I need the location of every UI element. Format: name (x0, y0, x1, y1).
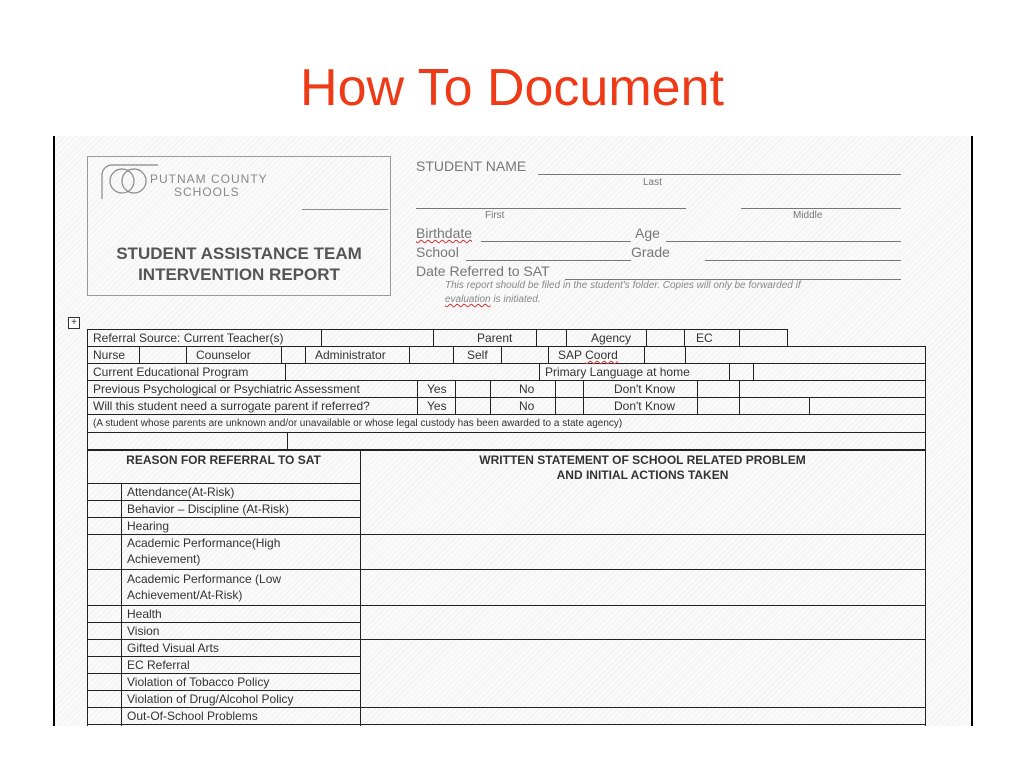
grid-line (186, 346, 187, 363)
date-referred-label: Date Referred to SAT (416, 263, 550, 279)
surrogate-question-label: Will this student need a surrogate parent if referred? (93, 399, 370, 413)
grid-line (87, 380, 925, 381)
sap-coord-label (558, 348, 618, 362)
grid-line (87, 639, 925, 640)
grid-line (87, 622, 360, 623)
grid-line (87, 569, 925, 570)
reason-behavior-discipline: Behavior – Discipline (At-Risk) (127, 502, 290, 516)
grid-line (501, 346, 502, 363)
agency-label: Agency (591, 331, 632, 345)
slide-title: How To Document (300, 59, 724, 117)
document-right-edge (971, 136, 973, 726)
grade-line (705, 260, 901, 261)
birthdate-line (481, 241, 631, 242)
birthdate-label: Birthdate (416, 225, 473, 241)
grid-line (87, 707, 925, 708)
grid-line (739, 329, 740, 346)
grid-line (536, 329, 537, 346)
grid-line (684, 329, 685, 346)
grid-line (287, 432, 288, 449)
school-label: School (416, 244, 459, 260)
first-label: First (485, 210, 505, 221)
middle-label: Middle (793, 210, 823, 221)
counselor-label: Counselor (196, 348, 251, 362)
grid-line (87, 346, 925, 347)
grid-line (305, 346, 306, 363)
reason-out-of-school: Out-Of-School Problems (127, 709, 258, 723)
grade-label: Grade (631, 244, 670, 260)
reason-academic-high-line1: Academic Performance(High (127, 536, 281, 550)
document-image (53, 136, 973, 726)
middle-name-line (741, 208, 901, 209)
grid-line (87, 329, 88, 449)
grid-line (555, 380, 556, 414)
assessment-no-label: No (519, 382, 535, 396)
grid-line (87, 397, 925, 398)
grid-line (417, 380, 418, 414)
grid-line (548, 346, 549, 363)
grid-line-thick (87, 449, 925, 451)
grid-line (729, 363, 730, 380)
first-name-line (416, 208, 686, 209)
reason-health: Health (127, 607, 162, 621)
student-name-line (538, 174, 901, 175)
grid-line (925, 346, 926, 450)
grid-line (490, 380, 491, 414)
document-left-edge (53, 136, 55, 726)
reason-gifted-visual-arts: Gifted Visual Arts (127, 641, 219, 655)
grid-line (539, 363, 540, 380)
surrogate-no-label: No (519, 399, 535, 413)
grid-line (646, 329, 647, 346)
logo-text-line1: PUTNAM COUNTY (150, 172, 268, 186)
parent-label: Parent (477, 331, 513, 345)
sap-word: SAP (558, 348, 582, 362)
surrogate-dont-know-label: Don't Know (614, 399, 675, 413)
reason-header: REASON FOR REFERRAL TO SAT (126, 453, 321, 467)
current-program-label: Current Educational Program (93, 365, 249, 379)
report-title-line1: STUDENT ASSISTANCE TEAM (116, 244, 362, 263)
previous-assessment-label: Previous Psychological or Psychiatric Assessment (93, 382, 360, 396)
age-label: Age (635, 225, 660, 241)
age-line (666, 241, 901, 242)
filing-note-line1: This report should be filed in the student's folder. Copies will only be forwarded if (445, 280, 801, 291)
grid-line (453, 346, 454, 363)
grid-line (925, 449, 926, 726)
grid-line (360, 449, 361, 726)
self-label: Self (467, 348, 488, 362)
coord-word: Coord (585, 348, 618, 362)
grid-line (455, 380, 456, 414)
statement-header-line2: AND INITIAL ACTIONS TAKEN (556, 468, 729, 482)
evaluation-word: evaluation (445, 294, 491, 305)
grid-line (739, 380, 740, 414)
referral-source-label: Referral Source: Current Teacher(s) (93, 331, 284, 345)
logo-underline (302, 209, 388, 210)
filing-note-rest: is initiated. (490, 294, 541, 305)
grid-line (87, 656, 360, 657)
filing-note-line2 (445, 294, 541, 305)
grid-line (87, 673, 360, 674)
grid-line (753, 363, 754, 380)
nurse-label: Nurse (93, 348, 126, 362)
reason-academic-low-line1: Academic Performance (Low (127, 572, 282, 586)
grid-line (583, 380, 584, 414)
grid-line (685, 346, 686, 363)
statement-header-line1: WRITTEN STATEMENT OF SCHOOL RELATED PROBLEM (479, 453, 806, 467)
reason-academic-high-line2: Achievement) (127, 552, 201, 566)
surrogate-note: (A student whose parents are unknown and/or unavailable or whose legal custody has been awarded to a state agency) (93, 418, 623, 429)
grid-line (644, 346, 645, 363)
reason-hearing: Hearing (127, 519, 170, 533)
grid-line (87, 432, 925, 433)
school-line (466, 260, 631, 261)
grid-line (87, 605, 925, 606)
grid-line (787, 329, 788, 346)
surrogate-yes-label: Yes (427, 399, 447, 413)
grid-line (87, 329, 787, 330)
ec-label: EC (696, 331, 713, 345)
assessment-dont-know-label: Don't Know (614, 382, 675, 396)
last-label: Last (643, 177, 662, 188)
grid-line (87, 534, 925, 535)
grid-line (87, 483, 360, 484)
grid-line (321, 329, 322, 346)
student-name-label: STUDENT NAME (416, 158, 527, 174)
grid-line (809, 397, 810, 414)
grid-line (87, 449, 88, 726)
grid-line (433, 329, 434, 346)
reason-tobacco-policy: Violation of Tobacco Policy (127, 675, 270, 689)
grid-line (87, 690, 360, 691)
reason-drug-alcohol-policy: Violation of Drug/Alcohol Policy (127, 692, 294, 706)
reason-academic-low-line2: Achievement/At-Risk) (127, 588, 243, 602)
grid-line (285, 363, 286, 380)
grid-line (87, 363, 925, 364)
grid-line (566, 329, 567, 346)
grid-line (87, 724, 925, 725)
grid-line (87, 500, 360, 501)
assessment-yes-label: Yes (427, 382, 447, 396)
logo-text-line2: SCHOOLS (174, 185, 240, 199)
table-move-handle-icon[interactable]: + (68, 317, 80, 329)
report-title-box (87, 156, 391, 296)
reason-ec-referral: EC Referral (127, 658, 190, 672)
grid-line (139, 346, 140, 363)
grid-line (87, 414, 925, 415)
reason-attendance: Attendance(At-Risk) (127, 485, 235, 499)
administrator-label: Administrator (315, 348, 386, 362)
report-title-line2: INTERVENTION REPORT (138, 265, 340, 284)
reason-vision: Vision (127, 624, 160, 638)
grid-line (697, 380, 698, 414)
primary-language-label: Primary Language at home (545, 365, 690, 379)
grid-line (87, 517, 360, 518)
grid-line (409, 346, 410, 363)
grid-line (281, 346, 282, 363)
